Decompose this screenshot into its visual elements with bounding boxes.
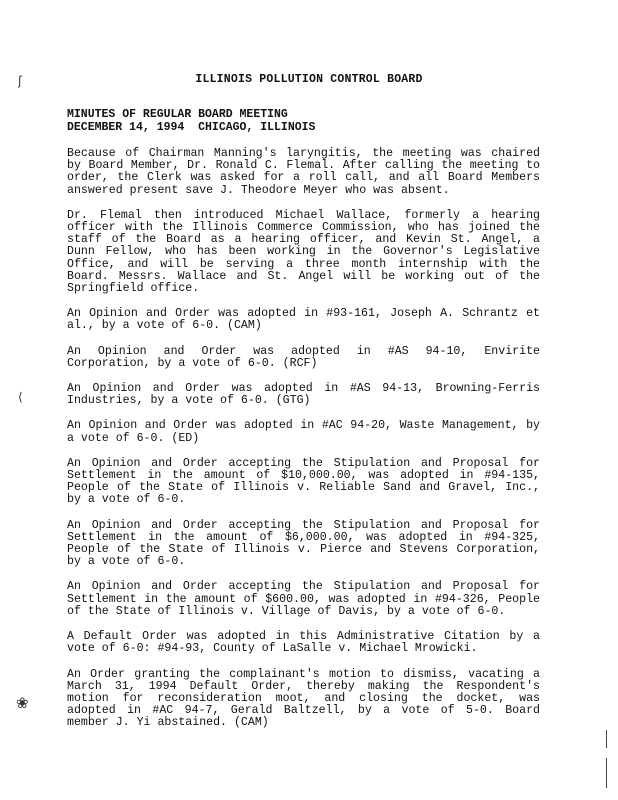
paragraph: An Opinion and Order accepting the Stipulation and Proposal for Settlement in the amount of $6,000.00, was adopted in #94-325, People of the State of Illinois v. Pierce and Stevens Corporation, by a vote of 6-0. xyxy=(67,518,540,569)
paragraph: An Opinion and Order was adopted in #AC 94-20, Waste Management, by a vote of 6-0. (ED) xyxy=(67,419,540,445)
paragraph: Because of Chairman Manning's laryngitis, the meeting was chaired by Board Member, Dr. Ronald C. Flemal. After calling the meeting to order, the Clerk was asked for a roll call, and all Board Members answered present save J. Theodore Meyer who was absent. xyxy=(67,147,540,197)
paragraph: An Opinion and Order was adopted in #AS 94-13, Browning-Ferris Industries, by a vote of 6-0. (GTG) xyxy=(67,382,540,408)
scan-mark-icon: ⟨ xyxy=(18,390,23,404)
date-line: DECEMBER 14, 1994 CHICAGO, ILLINOIS xyxy=(67,121,316,134)
scan-edge-mark xyxy=(606,730,607,748)
scan-mark-icon: ❀ xyxy=(16,694,29,712)
meeting-heading xyxy=(67,108,547,134)
paragraph: An Order granting the complainant's motion to dismiss, vacating a March 31, 1994 Default Order, thereby making the Respondent's motion for reconsideration moot, and closing the docket, was adopted in #AC 94-7, Gerald Baltzell, by a vote of 5-0. Board member J. Yi abstained. (CAM) xyxy=(67,667,540,730)
paragraph: An Opinion and Order was adopted in #93-161, Joseph A. Schrantz et al., by a vote of 6-0. (CAM) xyxy=(67,307,540,333)
minutes-line: MINUTES OF REGULAR BOARD MEETING xyxy=(67,108,288,121)
scan-edge-mark xyxy=(606,758,607,788)
paragraph: Dr. Flemal then introduced Michael Wallace, formerly a hearing officer with the Illinois Commerce Commission, who has joined the staff of the Board as a hearing officer, and Kevin St. Angel, a Dunn Fellow, who has been working in the Governor's Legislative Office, and will be serving a three month internship with the Board. Messrs. Wallace and St. Angel will be working out of the Springfield office. xyxy=(67,208,540,296)
document-title: ILLINOIS POLLUTION CONTROL BOARD xyxy=(195,73,423,86)
scan-mark-icon: ʃ xyxy=(18,74,23,88)
paragraph: An Opinion and Order accepting the Stipulation and Proposal for Settlement in the amount of $600.00, was adopted in #94-326, People of the State of Illinois v. Village of Davis, by a vote of 6-0. xyxy=(67,580,540,618)
paragraph: A Default Order was adopted in this Administrative Citation by a vote of 6-0: #94-93, County of LaSalle v. Michael Mrowicki. xyxy=(67,630,540,656)
paragraph: An Opinion and Order was adopted in #AS 94-10, Envirite Corporation, by a vote of 6-0. (RCF) xyxy=(67,344,540,370)
minutes-body xyxy=(67,148,540,730)
paragraph: An Opinion and Order accepting the Stipulation and Proposal for Settlement in the amount of $10,000.00, was adopted in #94-135, People of the State of Illinois v. Reliable Sand and Gravel, Inc., by a vote of 6-0. xyxy=(67,456,540,507)
